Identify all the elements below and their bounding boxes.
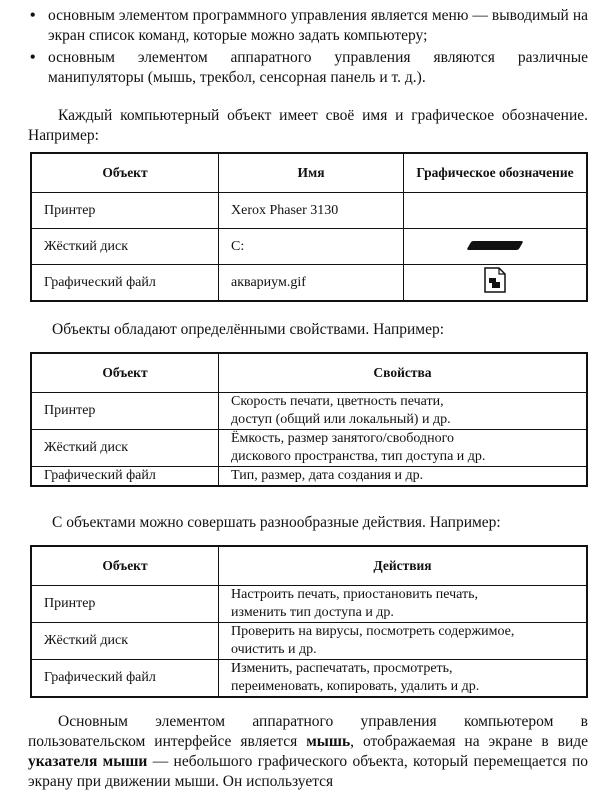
- cell-actions: [219, 623, 588, 660]
- table-row: [31, 586, 587, 623]
- term-mouse-pointer: указателя мыши: [28, 753, 148, 770]
- table-header-row: [31, 153, 587, 193]
- properties-line: дискового пространства, тип доступа и др.: [231, 449, 486, 464]
- table-row: [31, 623, 587, 660]
- bullet-item: [28, 6, 588, 46]
- hard-disk-icon: [466, 241, 523, 250]
- cell-name: аквариум.gif: [219, 265, 404, 302]
- term-mouse: мышь: [306, 733, 351, 750]
- actions-line: Проверить на вирусы, посмотреть содержимое,: [231, 624, 515, 639]
- header-object: Объект: [31, 546, 219, 586]
- cell-actions: [219, 660, 588, 698]
- table-header-row: [31, 546, 587, 586]
- table-row: [31, 229, 587, 265]
- bullet-list: [28, 6, 588, 90]
- bullet-dot-icon: •: [30, 49, 36, 66]
- header-actions: Действия: [219, 546, 588, 586]
- bullet-dot-icon: •: [30, 7, 36, 24]
- cell-object: Графический файл: [31, 660, 219, 698]
- cell-object: Принтер: [31, 193, 219, 229]
- actions-line: Настроить печать, приостановить печать,: [231, 587, 478, 602]
- bullet-item: [28, 48, 588, 88]
- header-object: Объект: [31, 153, 219, 193]
- table-row: [31, 467, 587, 487]
- header-name: Имя: [219, 153, 404, 193]
- table-row: [31, 265, 587, 302]
- final-text: Основным элементом аппаратного управления компьютером в пользовательском интерфейсе является: [28, 713, 588, 750]
- final-paragraph: [28, 712, 588, 792]
- cell-object: Графический файл: [31, 467, 219, 487]
- bullet-text: основным элементом аппаратного управления являются различные манипуляторы (мышь, трекбол, сенсорная панель и т. д.).: [48, 49, 588, 86]
- actions-line: Изменить, распечатать, просмотреть,: [231, 661, 453, 676]
- cell-object: Графический файл: [31, 265, 219, 302]
- cell-graphic: [404, 265, 588, 302]
- cell-object: Жёсткий диск: [31, 229, 219, 265]
- actions-paragraph: С объектами можно совершать разнообразные действия. Например:: [52, 514, 501, 531]
- cell-object: Жёсткий диск: [31, 623, 219, 660]
- header-object: Объект: [31, 353, 219, 393]
- cell-properties: [219, 467, 588, 487]
- objects-actions-table: [30, 545, 588, 698]
- cell-graphic: [404, 193, 588, 229]
- objects-properties-table: [30, 352, 588, 487]
- bullet-text: основным элементом программного управления является меню — выводимый на экран список команд, которые можно задать компьютеру;: [48, 7, 588, 44]
- table-header-row: [31, 353, 587, 393]
- cell-properties: [219, 430, 588, 467]
- cell-name: C:: [219, 229, 404, 265]
- properties-line: Ёмкость, размер занятого/свободного: [231, 431, 455, 446]
- table-row: [31, 430, 587, 467]
- intro-paragraph: Каждый компьютерный объект имеет своё имя и графическое обозначение. Например:: [28, 107, 588, 144]
- header-graphic: Графическое обозначение: [404, 153, 588, 193]
- cell-object: Жёсткий диск: [31, 430, 219, 467]
- actions-line: изменить тип доступа и др.: [231, 605, 394, 620]
- properties-paragraph: Объекты обладают определёнными свойствами. Например:: [52, 321, 445, 338]
- table-row: [31, 393, 587, 430]
- properties-line: доступ (общий или локальный) и др.: [231, 412, 451, 427]
- properties-line: Скорость печати, цветность печати,: [231, 394, 444, 409]
- table-row: [31, 660, 587, 698]
- header-properties: Свойства: [219, 353, 588, 393]
- cell-object: Принтер: [31, 586, 219, 623]
- actions-line: очистить и др.: [231, 642, 317, 657]
- cell-name: Xerox Phaser 3130: [219, 193, 404, 229]
- cell-graphic: [404, 229, 588, 265]
- properties-line: Тип, размер, дата создания и др.: [231, 468, 424, 483]
- cell-properties: [219, 393, 588, 430]
- final-text: — небольшого графического объекта, который перемещается по экрану при движении мыши. Он используется: [28, 753, 588, 790]
- cell-object: Принтер: [31, 393, 219, 430]
- cell-actions: [219, 586, 588, 623]
- actions-line: переименовать, копировать, удалить и др.: [231, 679, 480, 694]
- table-row: [31, 193, 587, 229]
- image-file-icon: [484, 267, 506, 293]
- objects-names-table: [30, 152, 588, 302]
- final-text: , отображаемая на экране в виде: [350, 733, 589, 750]
